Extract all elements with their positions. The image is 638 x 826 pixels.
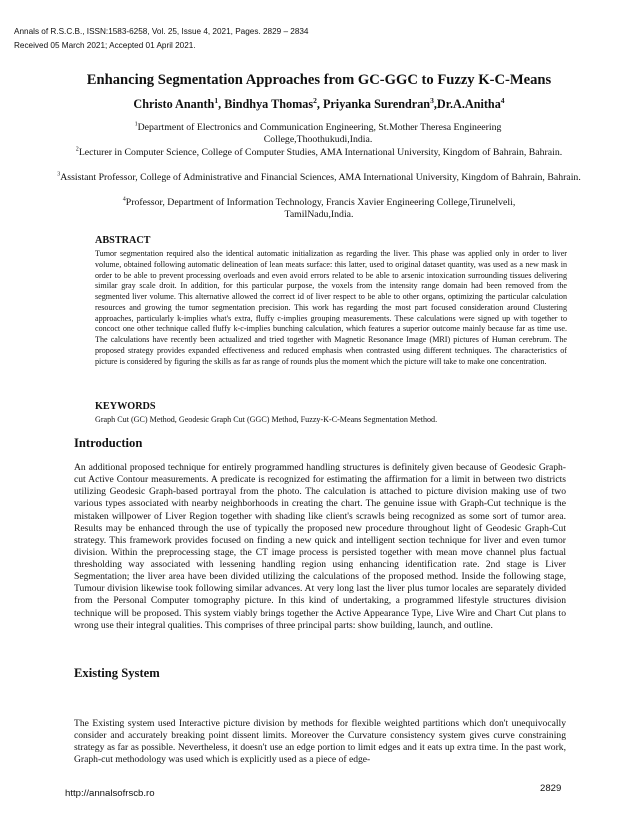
affiliation-text: Professor, Department of Information Technology, Francis Xavier Engineering College,Tirunelveli, TamilNadu,India. [125,197,516,221]
author-name: Dr.A.Anitha [436,97,501,111]
affiliation-marker: 2 [75,146,79,153]
author-affiliation-marker: 2 [313,95,317,105]
existing-system-heading: Existing System [74,666,160,680]
introduction-text: An additional proposed technique for entirely programmed handling structures is definitely given because of Geodesic Graph-cut Active Contour measurements. A predicate is recognized for estimating the affirmation for a limit in between two districts utilizing Geodesic Graph-based portrayal from the photo. The calculation is attached to picture division making use of two various types associated with nearby neighborhoods in creating the chart. The genuine issue with Graph-Cut technique is the mistaken willpower of Liver Region together with shading like client's scrawls being recognized as some sort of tumor area. Results may be enhanced through the use of typically the proposed new procedure throughout light of Geodesic Graph-Cut strategy. This framework provides focused on finding a new quick and intelligent section technique for liver and even tumor division. Within the preprocessing stage, the CT image process is persisted together with mean move channel plus factual thresholding way associated with lessening handling region using enhancing identification rate. 2nd stage is Liver Segmentation; the liver area have been divided utilizing the calculations of the proposed method. Inside the following stage, Tumour division likewise took following similar advances. At very long last the liver plus tumor locales are separately divided from the Personal Computer tomography picture. In this kind of undertaking, a programmed lifestyle structures division technique will be proposed. This system viably brings together the Active Appearance Type, Live Wire and Chart Cut plans to wrong use their integral qualities. This comprises of three principal parts: show building, launch, and outline. [74,462,566,631]
author-separator: , [433,97,437,111]
footer-url[interactable]: http://annalsofrscb.ro [65,788,155,799]
affiliation-text: Department of Electronics and Communication Engineering, St.Mother Theresa Engineering College,Thoothukudi,India. [137,122,502,146]
received-accepted-line: Received 05 March 2021; Accepted 01 April 2021. [14,41,196,50]
affiliation-marker: 1 [134,121,138,128]
keywords-text: Graph Cut (GC) Method, Geodesic Graph Cut (GGC) Method, Fuzzy-K-C-Means Segmentation Method. [95,415,438,424]
existing-system-text: The Existing system used Interactive picture division by methods for flexible weighted partitions which don't unequivocally consider and accurately breaking point dissent limits. Moreover the Curvature consistency system gives curve constraining strategy as far as possible. Nevertheless, it doesn't use an edge portion to limit edges and it eats up extra time. In the past work, Graph-cut methodology was used which is explicitly used as a piece of edge- [74,718,566,766]
author-separator: , [218,97,225,111]
affiliation-3 [40,172,598,184]
affiliation-2 [40,147,598,159]
journal-citation-line: Annals of R.S.C.B., ISSN:1583-6258, Vol. 25, Issue 4, 2021, Pages. 2829 – 2834 [14,27,309,36]
author-name: Priyanka Surendran [322,97,431,111]
author-name: Bindhya Thomas [224,97,314,111]
author-name: Christo Ananth [133,97,215,111]
affiliation-text: Assistant Professor, College of Administrative and Financial Sciences, AMA International University, Kingdom of Bahrain, Bahrain. [60,172,581,183]
affiliation-marker: 3 [57,171,61,178]
abstract-heading: ABSTRACT [95,235,151,246]
author-separator: , [316,97,323,111]
author-affiliation-marker: 4 [500,95,505,105]
affiliation-marker: 4 [122,196,126,203]
keywords-heading: KEYWORDS [95,401,156,412]
author-list [20,97,618,112]
author-affiliation-marker: 1 [214,95,219,105]
author-affiliation-marker: 3 [430,95,434,105]
affiliation-1 [108,122,528,147]
affiliation-4 [96,197,542,222]
paper-title: Enhancing Segmentation Approaches from GC-GGC to Fuzzy K-C-Means [86,72,552,88]
page-number: 2829 [540,783,562,794]
introduction-heading: Introduction [74,436,143,450]
affiliation-text: Lecturer in Computer Science, College of Computer Studies, AMA International University, Kingdom of Bahrain, Bahrain. [78,147,563,158]
abstract-text: Tumor segmentation required also the identical automatic initialization as regarding the liver. This phase was applied only in order to liver volume, obtained following automatic delineation of lean meats surface: this latter, used to original dataset quantity, was used as a new mask in order to be able to prevent processing overloads and even avoid errors related to be able to arsenic intoxication surrounding tissues delivering similar gray scale droit. In addition, for this particular purpose, the voxels from the intensity range domain had been removed from the segmented liver volume. This alternative allowed the correct id of liver respect to be able to other organs, optimizing the particular calculation resources and growing the tumor segmentation precision. This work has regarding the most part focused consideration around Clustering approaches, particularly k-implies what's extra, fluffy c-implies grouping measurements. These calculations were signed up with together to concoct one other technique called fluffy k-c-implies bunching calculation, which features a superior outcome mainly because far as time use. The calculations have recently been actualized and tried together with Magnetic Resonance Image (MRI) pictures of Human cerebrum. The proposed strategy provides expanded effectiveness and reduced emphasis when contrasted using different techniques. The characteristics of picture is considered by figuring the skills as far as range of rounds plus the moment which the picture will take to make one concentration. [95,249,567,366]
